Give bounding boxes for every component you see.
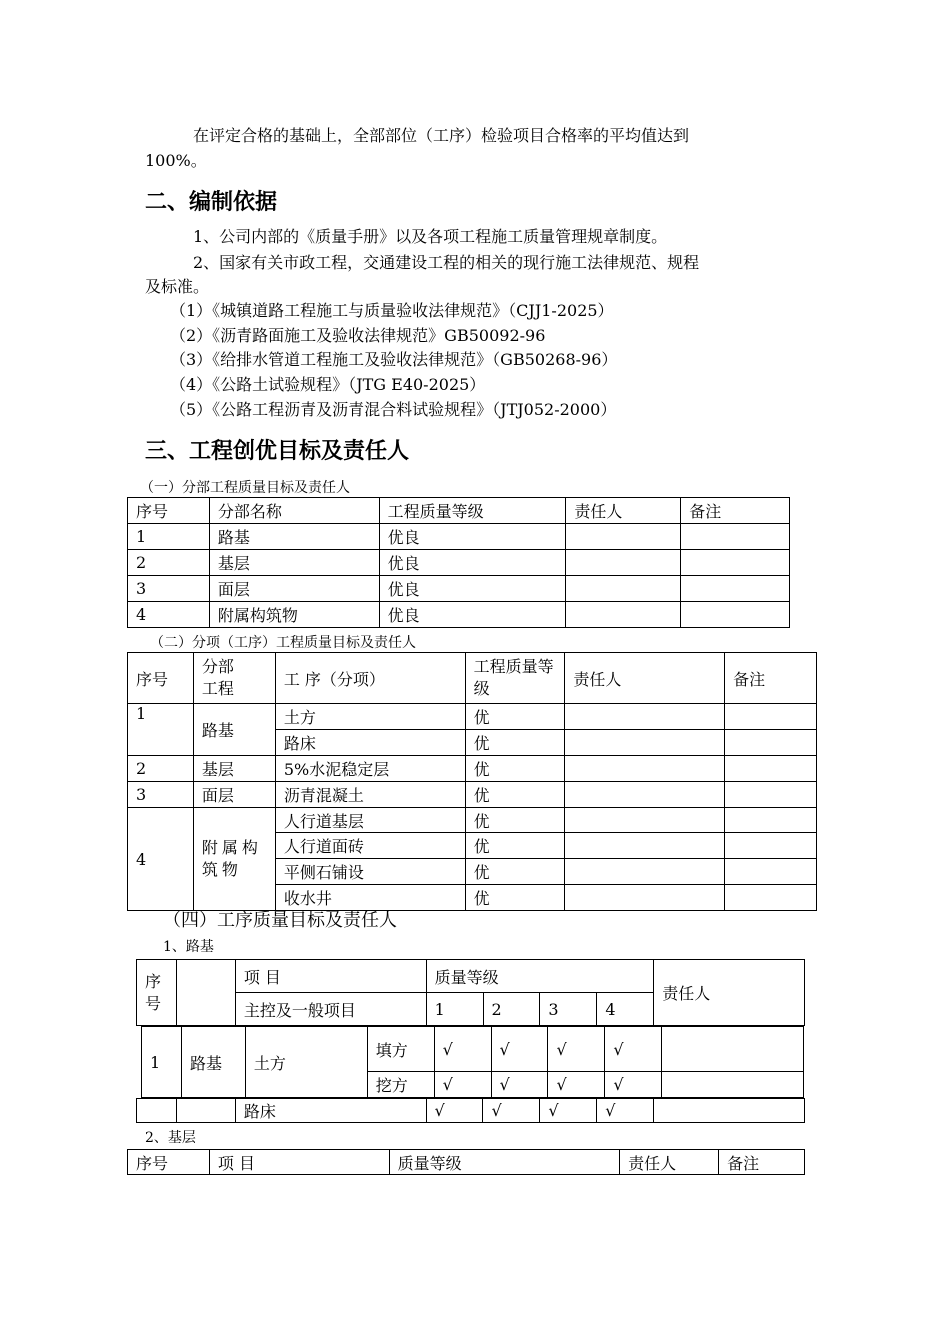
responsible-cell [565,833,725,859]
header-cell: 分部工程 [193,653,275,704]
process-name: 人行道基层 [275,808,465,833]
roadbed-earthwork-table [141,1026,804,1098]
table-header-row [128,498,790,524]
remark-cell [725,833,817,859]
header-cell: 责任人 [565,653,725,704]
header-cell: 备注 [681,498,790,524]
subitem-quality-table [127,652,817,911]
remark-cell [725,730,817,756]
responsible-cell [565,859,725,885]
table-row [128,782,817,808]
responsible-cell [565,782,725,808]
quality-grade: 优 [465,808,565,833]
quality-grade: 优 [465,782,565,808]
table2-caption: （二）分项（工序）工程质量目标及责任人 [150,635,416,651]
quality-grade: 优 [465,859,565,885]
header-cell: 质量等级 [389,1150,620,1175]
reference-item: （3）《给排水管道工程施工及验收法律规范》（GB50268-96） [170,350,618,369]
responsible-cell [662,1027,804,1072]
row-number: 1 [142,1027,182,1098]
table-row [128,602,790,628]
roadbed-header-table [136,959,805,1026]
empty-cell [137,1099,177,1123]
division-name: 路基 [209,524,379,550]
row-number: 3 [128,576,210,602]
row-number: 3 [128,782,194,808]
row-number: 1 [128,524,210,550]
check-mark: √ [597,1099,654,1123]
grade-header: 1 [426,993,483,1026]
basis-paragraph-2b: 及标准。 [145,277,210,296]
subheading-roadbed: 1、路基 [163,939,214,955]
header-cell: 责任人 [566,498,681,524]
division-name: 基层 [193,756,275,782]
responsible-cell [566,524,681,550]
remark-cell [681,550,790,576]
division-name: 附属构筑物 [193,808,275,911]
header-cell: 分部名称 [209,498,379,524]
remark-cell [725,756,817,782]
intro-line-2: 100%。 [145,151,207,170]
process-name: 收水井 [275,885,465,911]
table-row [142,1027,804,1072]
row-number: 2 [128,550,210,576]
remark-cell [681,576,790,602]
header-cell: 质量等级 [426,960,654,993]
header-cell: 主控及一般项目 [235,993,426,1026]
remark-cell [725,885,817,911]
process-name: 路床 [275,730,465,756]
grade-header: 3 [540,993,597,1026]
quality-grade: 优良 [379,602,566,628]
header-cell: 序号 [128,1150,210,1175]
cut-label: 挖方 [367,1072,434,1098]
header-cell: 工程质量等级 [379,498,566,524]
responsible-cell [566,576,681,602]
header-cell: 项 目 [235,960,426,993]
quality-grade: 优 [465,833,565,859]
row-number: 4 [128,808,194,911]
fill-label: 填方 [367,1027,434,1072]
responsible-cell [566,550,681,576]
process-name: 人行道面砖 [275,833,465,859]
header-cell: 工程质量等级 [465,653,565,704]
remark-cell [725,808,817,833]
remark-cell [681,524,790,550]
table-row [128,756,817,782]
check-mark: √ [548,1072,605,1098]
section-heading-goals: 三、工程创优目标及责任人 [145,439,410,464]
roadbed-row-table [136,1098,805,1123]
header-cell: 序号 [128,498,210,524]
intro-line-1: 在评定合格的基础上，全部部位（工序）检验项目合格率的平均值达到 [193,126,690,145]
basis-paragraph-1: 1、公司内部的《质量手册》以及各项工程施工质量管理规章制度。 [193,227,668,246]
check-mark: √ [540,1099,597,1123]
process-name: 土方 [275,704,465,730]
table-row [128,550,790,576]
header-cell: 项 目 [209,1150,389,1175]
division-quality-table [127,497,790,628]
quality-grade: 优 [465,730,565,756]
basis-paragraph-2a: 2、国家有关市政工程，交通建设工程的相关的现行施工法律规范、规程 [193,253,700,272]
check-mark: √ [426,1099,483,1123]
division-name: 路基 [193,704,275,756]
header-cell: 序号 [128,653,194,704]
quality-grade: 优良 [379,576,566,602]
header-cell: 责任人 [620,1150,719,1175]
header-cell: 责任人 [654,960,805,1026]
reference-item: （1）《城镇道路工程施工与质量验收法律规范》（CJJ1-2025） [170,301,614,320]
responsible-cell [662,1072,804,1098]
responsible-cell [566,602,681,628]
division-name: 面层 [193,782,275,808]
division-name: 路基 [181,1027,245,1098]
quality-grade: 优良 [379,524,566,550]
base-layer-table [127,1149,805,1175]
process-goals-heading: （四）工序质量目标及责任人 [163,910,397,931]
division-name: 基层 [209,550,379,576]
row-number: 2 [128,756,194,782]
section-heading-basis: 二、编制依据 [145,190,278,215]
responsible-cell [654,1099,805,1123]
responsible-cell [565,885,725,911]
table-row [128,576,790,602]
process-name: 平侧石铺设 [275,859,465,885]
grade-header: 2 [483,993,540,1026]
reference-item: （4）《公路土试验规程》（JTG E40-2025） [170,375,486,394]
header-empty-cell [176,960,235,1026]
header-cell: 工 序（分项） [275,653,465,704]
empty-cell [176,1099,235,1123]
responsible-cell [565,730,725,756]
item-name: 土方 [245,1027,367,1098]
check-mark: √ [548,1027,605,1072]
table1-caption: （一）分部工程质量目标及责任人 [140,480,350,496]
remark-cell [725,782,817,808]
check-mark: √ [605,1027,662,1072]
table-row [128,704,817,730]
row-number: 4 [128,602,210,628]
header-cell: 备注 [719,1150,805,1175]
process-name: 5%水泥稳定层 [275,756,465,782]
header-cell: 序号 [137,960,177,1026]
quality-grade: 优 [465,756,565,782]
row-number: 1 [128,704,194,756]
check-mark: √ [434,1027,491,1072]
check-mark: √ [491,1027,548,1072]
table-row [137,1099,805,1123]
responsible-cell [565,808,725,833]
remark-cell [725,704,817,730]
reference-item: （2）《沥青路面施工及验收法律规范》GB50092-96 [170,326,546,345]
quality-grade: 优 [465,885,565,911]
subheading-base-layer: 2、基层 [145,1130,196,1146]
check-mark: √ [491,1072,548,1098]
table-header-row [128,653,817,704]
check-mark: √ [434,1072,491,1098]
responsible-cell [565,704,725,730]
division-name: 附属构筑物 [209,602,379,628]
grade-header: 4 [597,993,654,1026]
responsible-cell [565,756,725,782]
table-header-row [128,1150,805,1175]
table-row [128,808,817,833]
division-name: 面层 [209,576,379,602]
remark-cell [725,859,817,885]
check-mark: √ [483,1099,540,1123]
check-mark: √ [605,1072,662,1098]
header-cell: 备注 [725,653,817,704]
reference-item: （5）《公路工程沥青及沥青混合料试验规程》（JTJ052-2000） [170,400,617,419]
quality-grade: 优 [465,704,565,730]
item-name: 路床 [235,1099,426,1123]
table-row [128,524,790,550]
process-name: 沥青混凝土 [275,782,465,808]
remark-cell [681,602,790,628]
quality-grade: 优良 [379,550,566,576]
